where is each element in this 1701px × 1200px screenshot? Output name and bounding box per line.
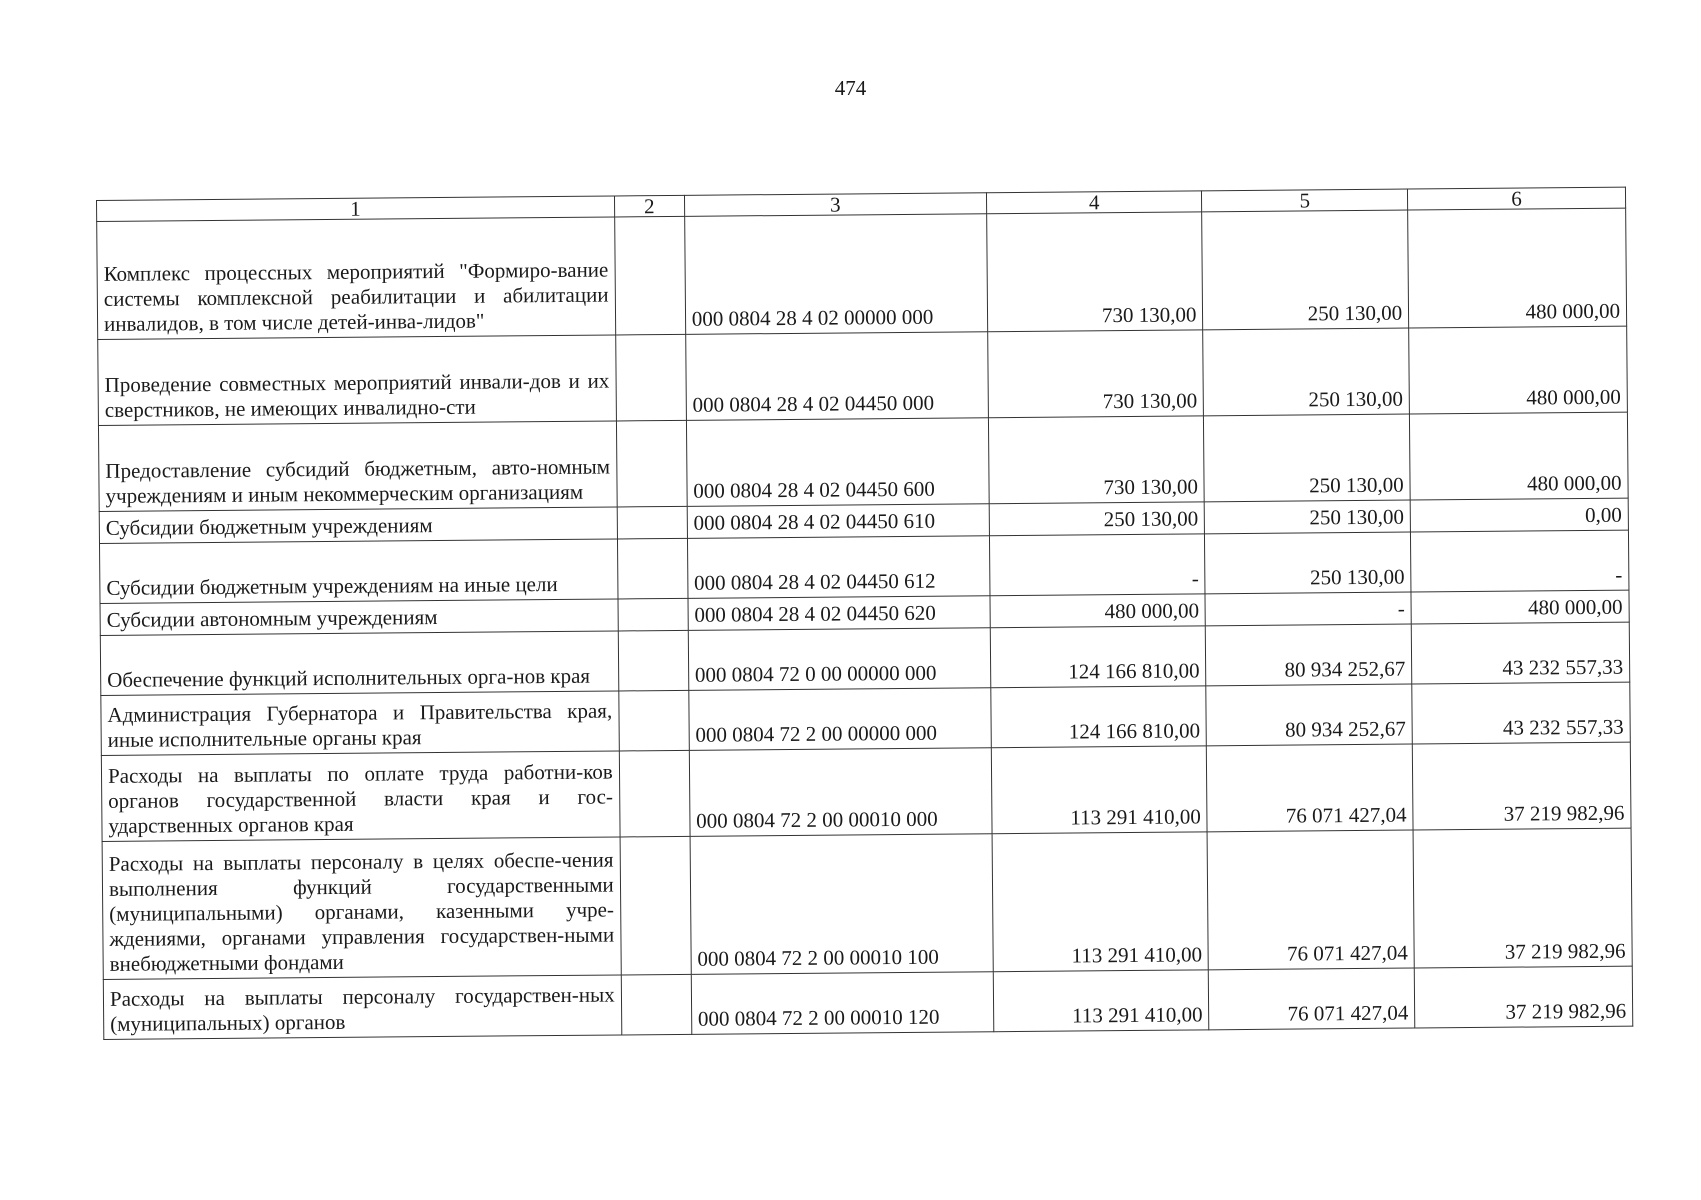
row-col6: 480 000,00 [1410,412,1629,500]
column-header-2: 2 [614,195,684,217]
row-col2 [616,420,687,507]
row-col6: 37 219 982,96 [1414,966,1632,1028]
row-name: Администрация Губернатора и Правительства края, иные исполнительные органы края [101,691,619,756]
row-col2 [619,750,690,837]
row-col2 [618,630,689,691]
row-name: Субсидии бюджетным учреждениям [99,507,617,544]
table-row [98,326,1628,425]
row-name: Расходы на выплаты персоналу в целях обеспе-чения выполнения функций государственными (муниципальными) органами, казенными учре-ждениями, органами управления государствен-ными внебюджетными фондами [102,837,621,980]
row-col2 [618,690,689,751]
row-name: Расходы на выплаты персоналу государствен-ных (муниципальных) органов [103,975,621,1040]
row-col5: 80 934 252,67 [1206,684,1412,746]
row-col6: 37 219 982,96 [1413,828,1632,968]
table-row [103,966,1632,1039]
row-col2 [618,598,688,631]
row-col6: 43 232 557,33 [1411,622,1629,684]
row-name: Субсидии бюджетным учреждениям на иные цели [99,539,617,604]
row-col5: 76 071 427,04 [1207,830,1414,970]
table-row [101,742,1631,841]
row-code: 000 0804 72 0 00 00000 000 [688,628,991,691]
row-col6: 43 232 557,33 [1412,682,1630,744]
row-code: 000 0804 28 4 02 04450 620 [688,596,990,631]
row-code: 000 0804 72 2 00 00010 100 [690,834,993,975]
row-col6: 0,00 [1410,498,1628,532]
table-row [102,828,1632,979]
row-col5: 250 130,00 [1205,500,1411,534]
row-col5: 250 130,00 [1204,414,1410,502]
column-header-3: 3 [684,193,986,217]
row-name: Проведение совместных мероприятий инвали-дов и их сверстников, не имеющих инвалидно-сти [98,335,616,426]
budget-table [96,187,1633,1040]
row-code: 000 0804 28 4 02 04450 610 [687,504,989,539]
row-code: 000 0804 72 2 00 00000 000 [689,688,992,751]
column-header-5: 5 [1202,189,1408,212]
row-col2 [621,974,692,1035]
row-col2 [615,334,686,421]
row-code: 000 0804 28 4 02 04450 000 [685,332,988,421]
row-col4: 113 291 410,00 [992,832,1209,972]
row-code: 000 0804 72 2 00 00010 000 [689,748,992,837]
row-name: Обеспечение функций исполнительных орга-нов края [100,631,618,696]
row-col2 [620,836,691,975]
row-col4: 113 291 410,00 [993,970,1209,1032]
table-row [97,208,1627,339]
row-col6: - [1411,530,1629,592]
row-col5: 250 130,00 [1202,210,1409,330]
row-col5: 250 130,00 [1203,328,1409,416]
row-code: 000 0804 28 4 02 00000 000 [684,214,987,335]
row-col5: 76 071 427,04 [1207,744,1413,832]
row-col5: 80 934 252,67 [1206,624,1412,686]
row-col5: 250 130,00 [1205,532,1411,594]
column-header-4: 4 [986,191,1202,214]
row-col4: 250 130,00 [989,502,1205,536]
row-code: 000 0804 28 4 02 04450 600 [686,418,989,507]
page-number: 474 [834,76,867,100]
row-col6: 480 000,00 [1408,208,1627,328]
row-col4: 124 166 810,00 [990,626,1206,688]
row-col4: 730 130,00 [988,416,1204,504]
row-col6: 480 000,00 [1409,326,1628,414]
row-col4: 480 000,00 [990,594,1206,628]
row-code: 000 0804 28 4 02 04450 612 [687,536,990,599]
row-col2 [614,216,685,335]
row-col2 [617,538,688,599]
row-col4: 730 130,00 [987,330,1203,418]
row-name: Расходы на выплаты по оплате труда работни-ков органов государственной власти края и гос-ударственных органов края [101,751,619,842]
row-code: 000 0804 72 2 00 00010 120 [691,972,994,1035]
row-name: Предоставление субсидий бюджетным, авто-номным учреждениям и иным некоммерческим организациям [98,421,616,512]
row-col2 [617,506,687,539]
row-name: Субсидии автономным учреждениям [100,599,618,636]
table-row [98,412,1628,511]
row-col4: - [989,534,1205,596]
row-col4: 730 130,00 [986,212,1203,332]
row-col4: 124 166 810,00 [991,686,1207,748]
column-header-1: 1 [97,196,615,222]
row-col5: - [1205,592,1411,626]
column-header-6: 6 [1408,187,1626,210]
budget-table-wrapper [96,187,1633,1040]
row-col6: 37 219 982,96 [1412,742,1631,830]
row-name: Комплекс процессных мероприятий "Формиро-вание системы комплексной реабилитации и абилитации инвалидов, в том числе детей-инва-лидов" [97,217,616,340]
row-col5: 76 071 427,04 [1209,968,1415,1030]
row-col4: 113 291 410,00 [991,746,1207,834]
row-col6: 480 000,00 [1411,590,1629,624]
